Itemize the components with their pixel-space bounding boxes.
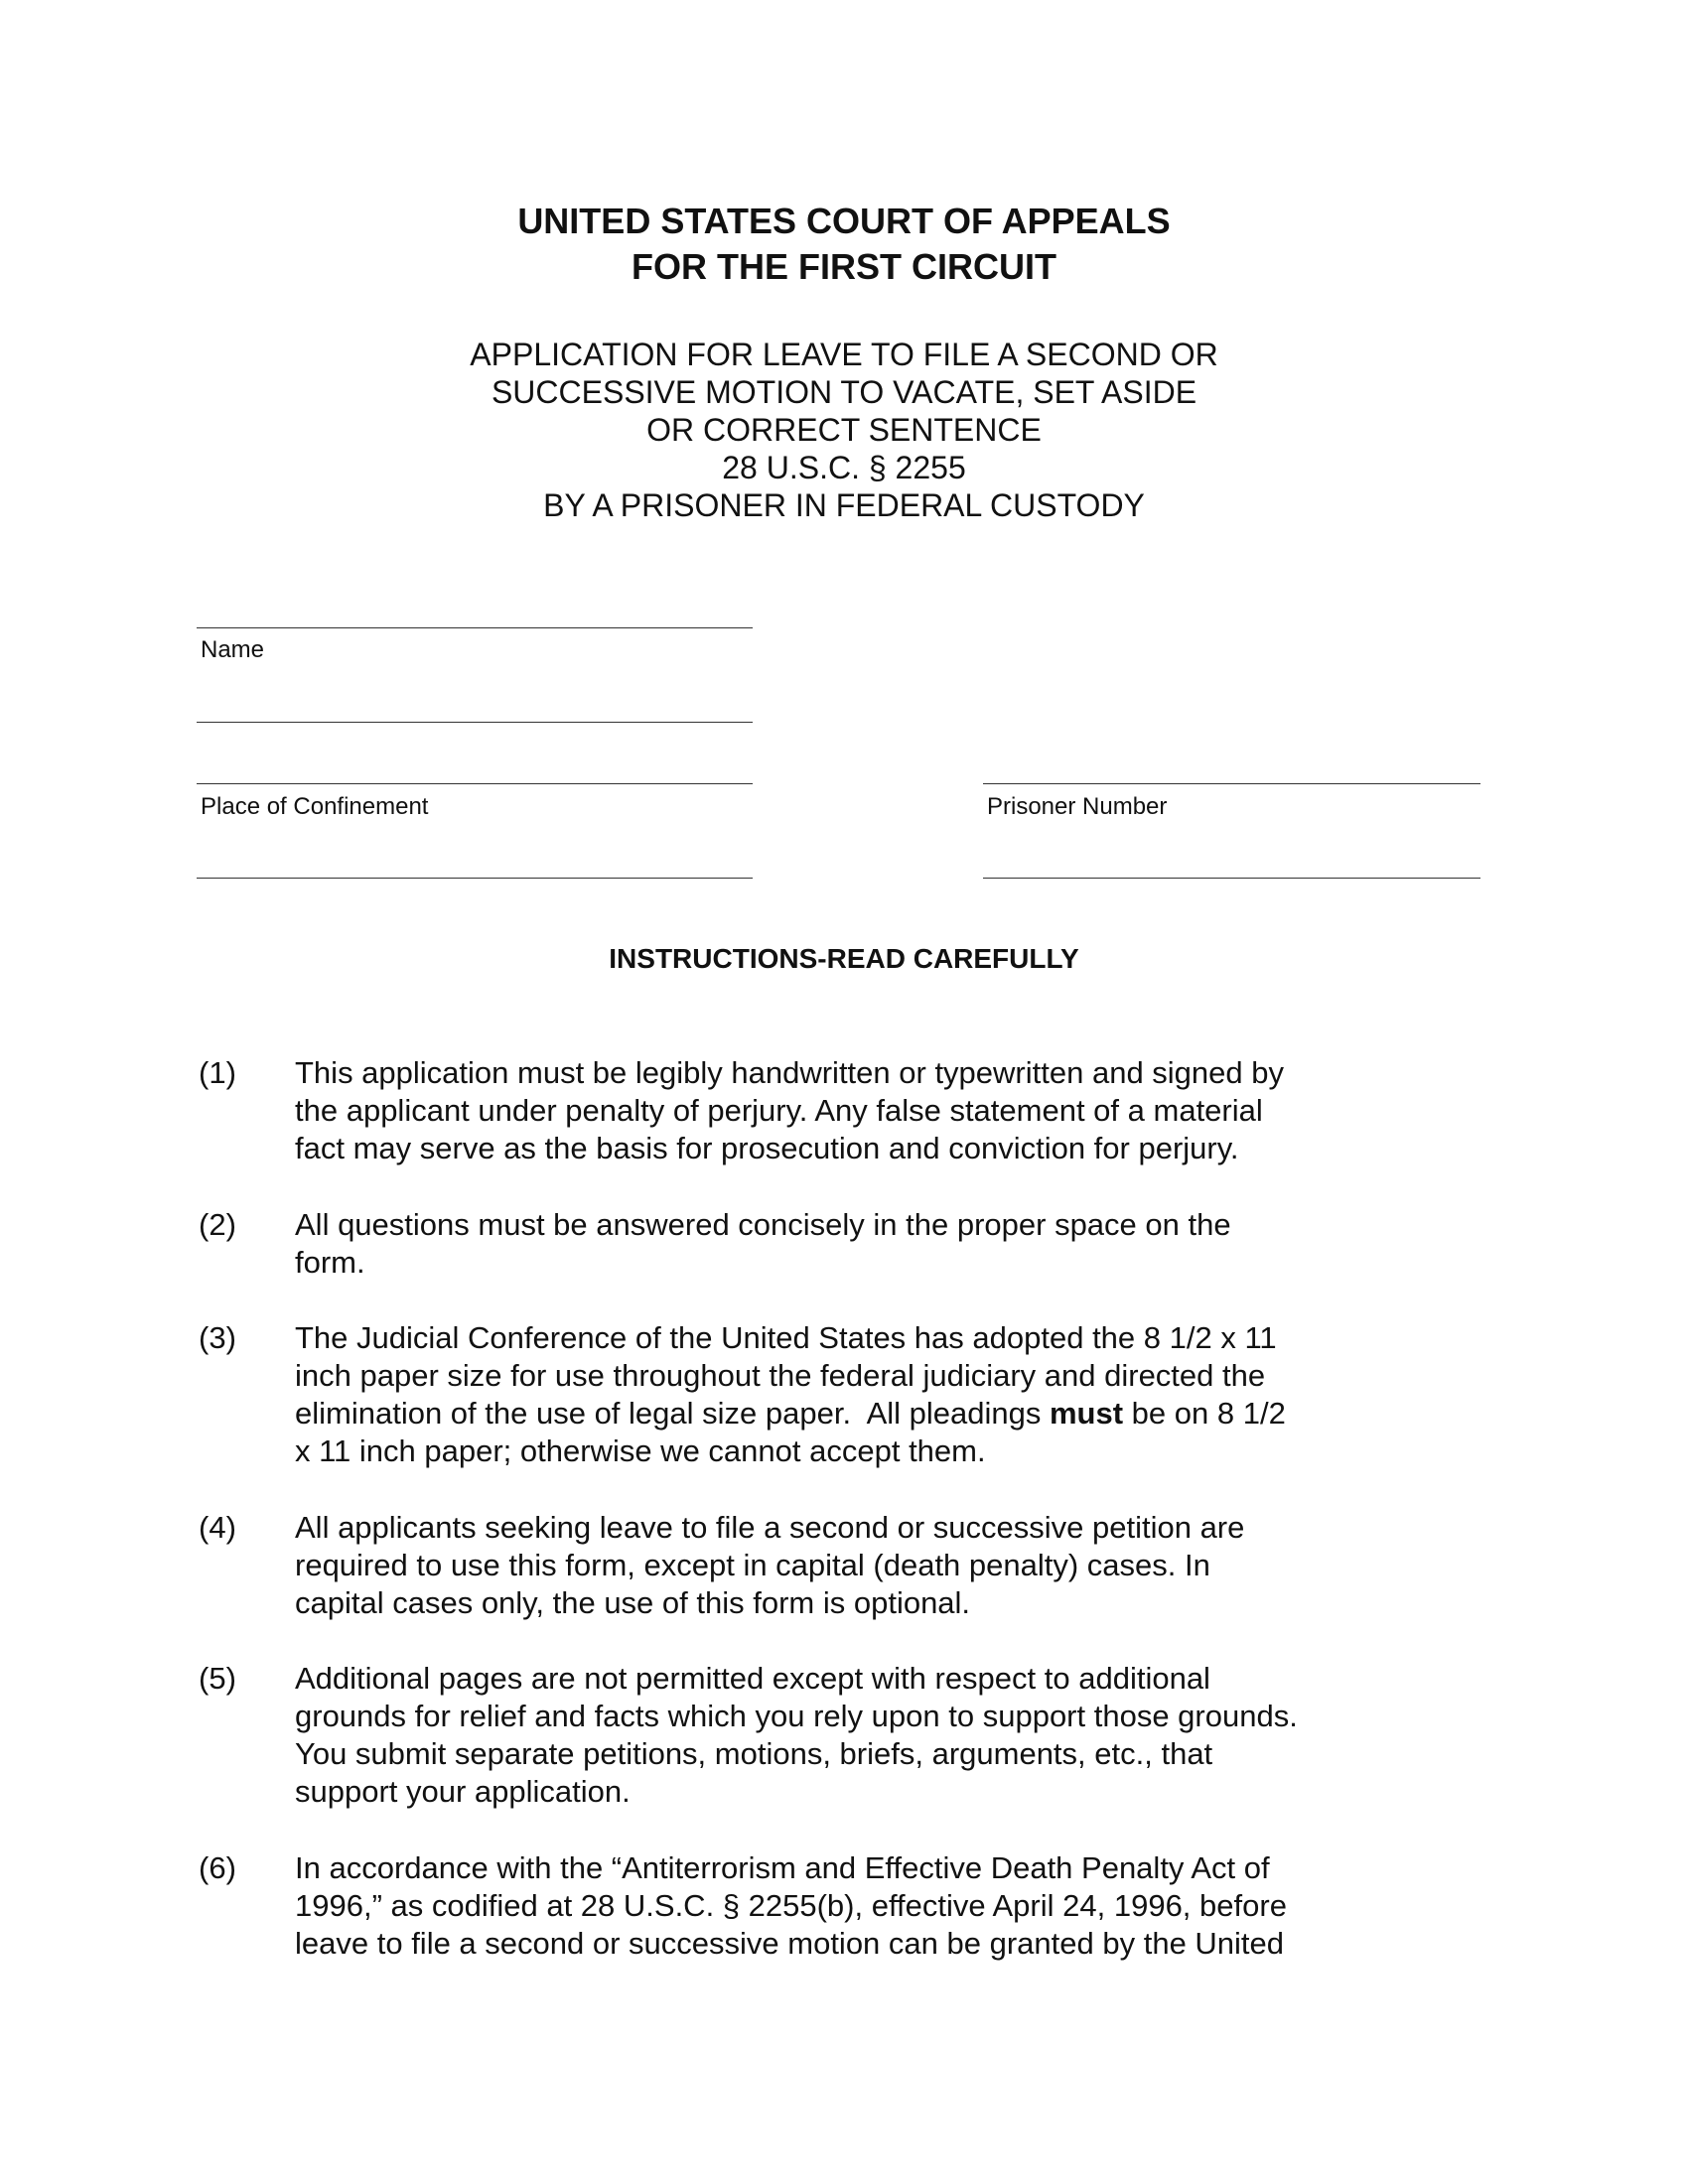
instruction-line: The Judicial Conference of the United States has adopted the 8 1/2 x 11: [295, 1320, 1277, 1355]
place-of-confinement-input[interactable]: [197, 783, 753, 784]
court-name-line-2: FOR THE FIRST CIRCUIT: [632, 246, 1056, 287]
instruction-line: the applicant under penalty of perjury. Any false statement of a material: [295, 1093, 1263, 1128]
instruction-item: [295, 1319, 1397, 1470]
statute-citation: 28 U.S.C. § 2255: [722, 450, 966, 485]
name-input[interactable]: [197, 627, 753, 628]
name-label: Name: [201, 636, 265, 663]
instruction-line: fact may serve as the basis for prosecution and conviction for perjury.: [295, 1131, 1239, 1165]
instruction-line: x 11 inch paper; otherwise we cannot accept them.: [295, 1433, 986, 1468]
instruction-line: grounds for relief and facts which you rely upon to support those grounds.: [295, 1699, 1298, 1733]
instruction-line: This application must be legibly handwritten or typewritten and signed by: [295, 1055, 1284, 1090]
instruction-item: [295, 1206, 1397, 1282]
prisoner-number-label: Prisoner Number: [987, 793, 1168, 820]
instruction-item: [295, 1849, 1397, 1963]
instruction-number: (2): [199, 1207, 236, 1242]
instruction-line: [295, 1395, 1397, 1433]
instruction-item: [295, 1054, 1397, 1167]
place-of-confinement-label: Place of Confinement: [201, 793, 429, 820]
instruction-number: (1): [199, 1055, 236, 1090]
instruction-text-segment: be on 8 1/2: [1123, 1396, 1286, 1431]
name-underline: [197, 722, 753, 723]
instruction-line: You submit separate petitions, motions, briefs, arguments, etc., that: [295, 1736, 1213, 1771]
emphasis-must: must: [1049, 1396, 1124, 1431]
instruction-line: In accordance with the “Antiterrorism and Effective Death Penalty Act of: [295, 1850, 1270, 1885]
application-title-line-1: APPLICATION FOR LEAVE TO FILE A SECOND OR: [470, 337, 1218, 372]
instruction-line: form.: [295, 1245, 365, 1280]
instruction-line: required to use this form, except in capital (death penalty) cases. In: [295, 1548, 1210, 1582]
instructions-heading: INSTRUCTIONS-READ CAREFULLY: [609, 943, 1079, 974]
instruction-line: All applicants seeking leave to file a second or successive petition are: [295, 1510, 1245, 1545]
application-title-line-2: SUCCESSIVE MOTION TO VACATE, SET ASIDE: [491, 374, 1197, 410]
instruction-line: All questions must be answered concisely in the proper space on the: [295, 1207, 1231, 1242]
instruction-number: (3): [199, 1320, 236, 1355]
instruction-line: inch paper size for use throughout the federal judiciary and directed the: [295, 1358, 1266, 1393]
court-name-line-1: UNITED STATES COURT OF APPEALS: [517, 201, 1171, 241]
instruction-line: leave to file a second or successive motion can be granted by the United: [295, 1926, 1285, 1961]
prisoner-number-underline: [983, 878, 1480, 879]
instruction-line: Additional pages are not permitted except with respect to additional: [295, 1661, 1210, 1696]
application-title-line-3: OR CORRECT SENTENCE: [646, 412, 1042, 448]
instruction-item: [295, 1660, 1397, 1811]
instruction-item: [295, 1509, 1397, 1622]
instruction-line: capital cases only, the use of this form is optional.: [295, 1585, 971, 1620]
application-title-line-5: BY A PRISONER IN FEDERAL CUSTODY: [543, 487, 1145, 523]
instruction-line: 1996,” as codified at 28 U.S.C. § 2255(b), effective April 24, 1996, before: [295, 1888, 1287, 1923]
instruction-text-segment: elimination of the use of legal size paper. All pleadings: [295, 1396, 1050, 1431]
instruction-line: support your application.: [295, 1774, 631, 1809]
prisoner-number-input[interactable]: [983, 783, 1480, 784]
instruction-number: (4): [199, 1510, 236, 1545]
place-of-confinement-underline: [197, 878, 753, 879]
instruction-number: (6): [199, 1850, 236, 1885]
instruction-number: (5): [199, 1661, 236, 1696]
